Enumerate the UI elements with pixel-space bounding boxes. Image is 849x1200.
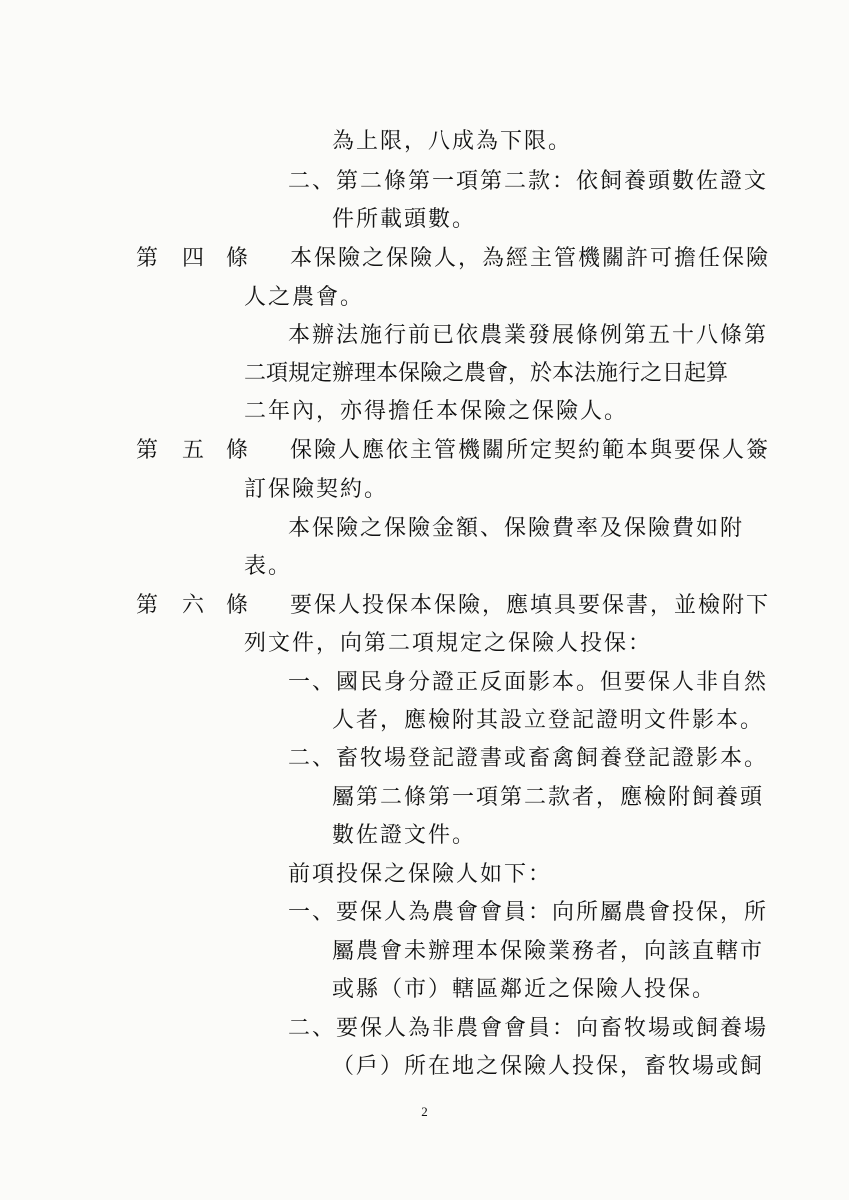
article-5-label-1: 第 — [136, 438, 161, 463]
article-6-label-3: 條 — [226, 593, 251, 618]
text-line: 前項投保之保險人如下： — [288, 862, 553, 887]
text-line: 或縣（市）轄區鄰近之保險人投保。 — [332, 977, 717, 1002]
text-line: 二、畜牧場登記證書或畜禽飼養登記證影本。 — [288, 746, 769, 771]
text-line: 人者，應檢附其設立登記證明文件影本。 — [332, 708, 765, 733]
text-line: 為上限，八成為下限。 — [332, 129, 573, 154]
text-line: 本保險之保險人，為經主管機關許可擔任保險 — [290, 246, 771, 271]
text-line: 屬第二條第一項第二款者，應檢附飼養頭 — [332, 785, 765, 810]
article-4-label-2: 四 — [182, 246, 207, 271]
article-5-label-2: 五 — [182, 438, 207, 463]
text-line: 列文件，向第二項規定之保險人投保： — [244, 631, 653, 656]
text-line: 保險人應依主管機關所定契約範本與要保人簽 — [290, 438, 771, 463]
text-line: 二年內，亦得擔任本保險之保險人。 — [244, 399, 629, 424]
text-line: 人之農會。 — [244, 285, 365, 310]
text-line: （戶）所在地之保險人投保，畜牧場或飼 — [332, 1054, 765, 1079]
text-line: 二、第二條第一項第二款：依飼養頭數佐證文 — [288, 169, 769, 194]
page-number: 2 — [421, 1104, 428, 1119]
article-4-label-1: 第 — [136, 246, 161, 271]
article-6-label-2: 六 — [182, 593, 207, 618]
text-line: 本辦法施行前已依農業發展條例第五十八條第 — [288, 323, 769, 348]
text-line: 一、要保人為農會會員：向所屬農會投保，所 — [288, 900, 769, 925]
text-line: 訂保險契約。 — [244, 477, 389, 502]
text-line: 本保險之保險金額、保險費率及保險費如附 — [288, 516, 745, 541]
text-line: 屬農會未辦理本保險業務者，向該直轄市 — [332, 939, 765, 964]
text-line: 表。 — [244, 554, 293, 579]
article-5-label-3: 條 — [226, 438, 251, 463]
text-line: 要保人投保本保險，應填具要保書，並檢附下 — [290, 593, 771, 618]
text-line: 件所載頭數。 — [332, 207, 477, 232]
text-line: 數佐證文件。 — [332, 823, 477, 848]
text-line: 二項規定辦理本保險之農會，於本法施行之日起算 — [244, 361, 729, 386]
article-6-label-1: 第 — [136, 593, 161, 618]
text-line: 一、國民身分證正反面影本。但要保人非自然 — [288, 670, 769, 695]
article-4-label-3: 條 — [226, 246, 251, 271]
text-line: 二、要保人為非農會會員：向畜牧場或飼養場 — [288, 1016, 769, 1041]
